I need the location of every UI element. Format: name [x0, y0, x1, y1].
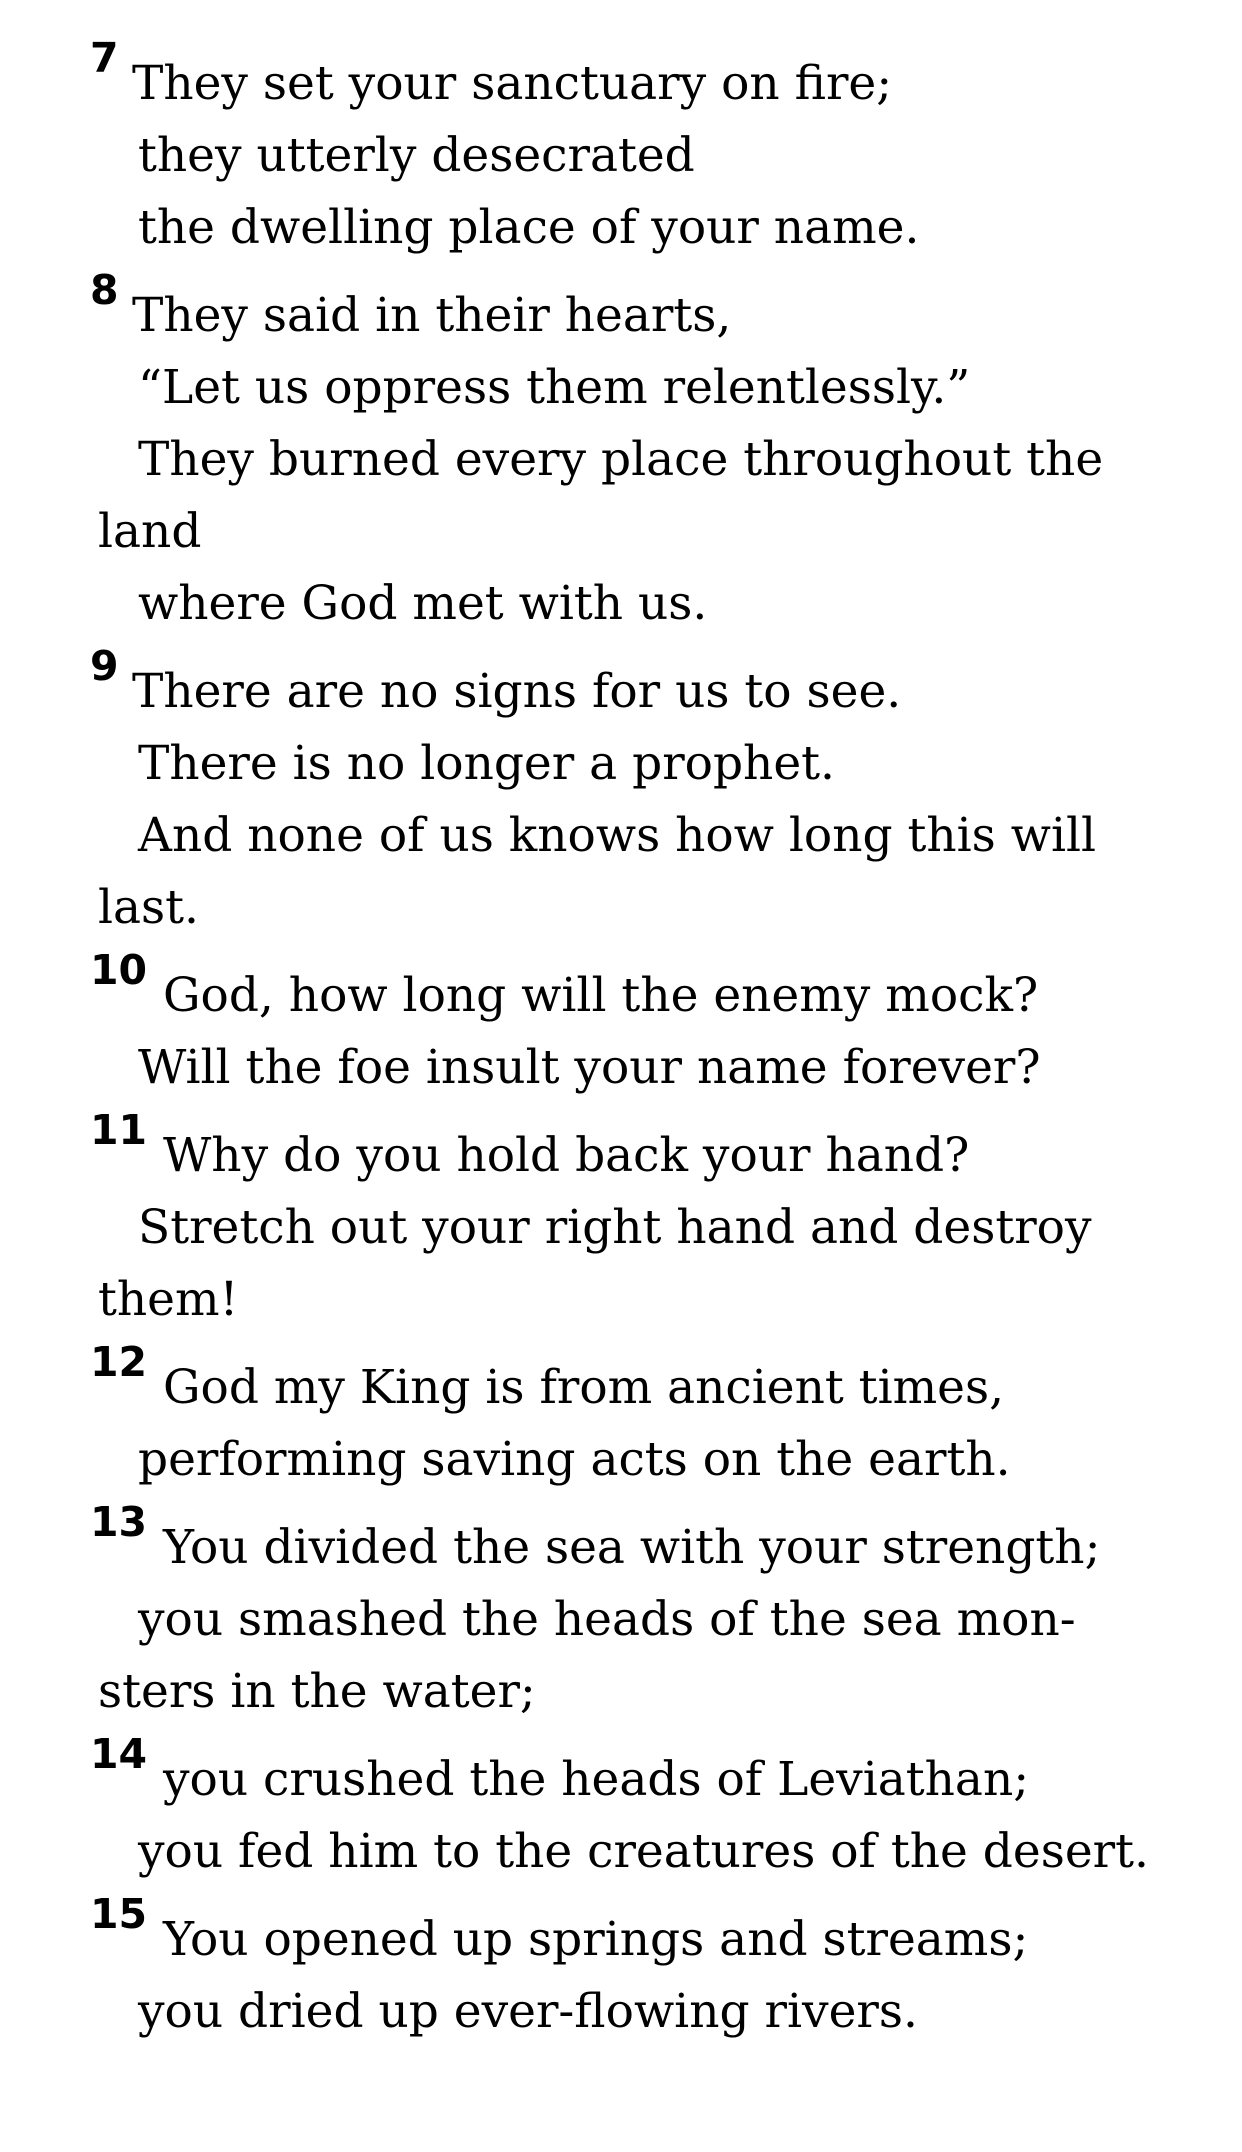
verse-line: “Let us oppress them relentlessly.”: [138, 360, 971, 415]
verse-text: God, how long will the enemy mock?: [163, 968, 1039, 1023]
verse-line: [90, 34, 1202, 120]
verse-number: 13: [90, 1498, 148, 1546]
verse-13: [90, 1498, 1202, 1728]
verse-line: [90, 1106, 1202, 1192]
verse-11: [90, 1106, 1202, 1336]
verse-12: [90, 1338, 1202, 1496]
verse-number: 11: [90, 1106, 148, 1154]
verse-8: [90, 266, 1202, 640]
verse-line: And none of us knows how long this will: [138, 808, 1097, 863]
verse-line: [90, 1890, 1202, 1976]
verse-line: They burned every place throughout the: [138, 432, 1104, 487]
verse-10: [90, 946, 1202, 1104]
verse-number: 9: [90, 642, 119, 690]
verse-line: last.: [98, 880, 199, 935]
verse-line: Stretch out your right hand and destroy: [138, 1200, 1092, 1255]
verse-line: sters in the water;: [98, 1664, 536, 1719]
verse-line: performing saving acts on the earth.: [138, 1432, 1011, 1487]
verse-line: land: [98, 504, 202, 559]
verse-text: They set your sanctuary on fire;: [132, 56, 893, 111]
verse-text: You divided the sea with your strength;: [163, 1520, 1101, 1575]
verse-number: 12: [90, 1338, 148, 1386]
verse-text: They said in their hearts,: [132, 288, 732, 343]
verse-text: Why do you hold back your hand?: [163, 1128, 970, 1183]
verse-line: where God met with us.: [138, 576, 708, 631]
verse-line: Will the foe insult your name forever?: [138, 1040, 1041, 1095]
verse-line: [90, 946, 1202, 1032]
verse-text: God my King is from ancient times,: [163, 1360, 1005, 1415]
verse-line: them!: [98, 1272, 239, 1327]
verse-text: You opened up springs and streams;: [163, 1912, 1029, 1967]
verse-line: you smashed the heads of the sea mon-: [138, 1592, 1076, 1647]
verse-number: 10: [90, 946, 148, 994]
verse-line: they utterly desecrated: [138, 128, 695, 183]
verse-line: [90, 266, 1202, 352]
verse-line: There is no longer a prophet.: [138, 736, 835, 791]
verse-line: [90, 642, 1202, 728]
verse-line: [90, 1338, 1202, 1424]
verse-number: 14: [90, 1730, 148, 1778]
verse-line: [90, 1498, 1202, 1584]
verse-line: you dried up ever-flowing rivers.: [138, 1984, 918, 2039]
verse-number: 15: [90, 1890, 148, 1938]
verse-number: 8: [90, 266, 119, 314]
verse-text: you crushed the heads of Leviathan;: [163, 1752, 1030, 1807]
verse-line: [90, 1730, 1202, 1816]
verse-7: [90, 34, 1202, 264]
verse-9: [90, 642, 1202, 944]
verse-text: There are no signs for us to see.: [132, 664, 902, 719]
verse-line: you fed him to the creatures of the desert.: [138, 1824, 1149, 1879]
verse-14: [90, 1730, 1202, 1888]
verse-line: the dwelling place of your name.: [138, 200, 920, 255]
verse-15: [90, 1890, 1202, 2048]
verse-number: 7: [90, 34, 119, 82]
